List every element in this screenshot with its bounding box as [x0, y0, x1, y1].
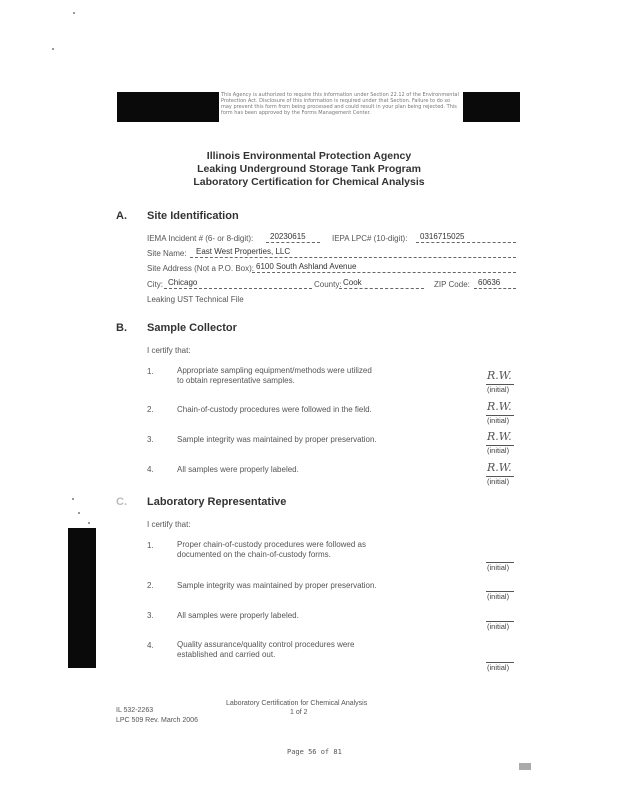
b-item-statement: All samples were properly labeled.: [177, 465, 299, 474]
c-item-statement-line: Proper chain-of-custody procedures were followed as: [177, 540, 366, 549]
scan-speck: [52, 48, 54, 50]
initial-signature: R.W.: [487, 369, 512, 382]
scan-speck: [73, 12, 75, 14]
site-name-label: Site Name:: [147, 249, 187, 258]
zip-field[interactable]: 60636: [478, 278, 501, 287]
b-item-number: 3.: [147, 435, 154, 444]
scan-speck: [88, 522, 90, 524]
city-field[interactable]: Chicago: [168, 278, 198, 287]
header-black-bar-right: [463, 92, 520, 122]
header-black-bar-left: [117, 92, 219, 122]
initial-label: (initial): [487, 385, 510, 394]
scan-speck: [78, 512, 80, 514]
c-item-statement-line: Quality assurance/quality control procedures were: [177, 640, 355, 649]
c-item-statement: Sample integrity was maintained by proper preservation.: [177, 581, 377, 590]
title-form: Laboratory Certification for Chemical Analysis: [193, 176, 425, 188]
section-a-letter: A.: [116, 210, 127, 222]
b-item-statement-line: Appropriate sampling equipment/methods were utilized: [177, 366, 372, 375]
initial-label: (initial): [487, 663, 510, 672]
b-item-statement: Sample integrity was maintained by proper preservation.: [177, 435, 377, 444]
b-item-statement: Chain-of-custody procedures were followed in the field.: [177, 405, 372, 414]
page-stamp: Page 56 of 81: [287, 748, 342, 756]
zip-label: ZIP Code:: [434, 280, 470, 289]
scan-speck: [72, 498, 74, 500]
title-program: Leaking Underground Storage Tank Program: [197, 163, 421, 175]
title-agency: Illinois Environmental Protection Agency: [206, 150, 412, 162]
address-label: Site Address (Not a P.O. Box):: [147, 264, 255, 273]
form-id: IL 532-2263: [116, 707, 154, 714]
footer-form-title: Laboratory Certification for Chemical Analysis: [226, 700, 368, 707]
c-item-number: 3.: [147, 611, 154, 620]
b-item-statement-line: to obtain representative samples.: [177, 376, 295, 385]
c-item-number: 2.: [147, 581, 154, 590]
c-item-statement-line: documented on the chain-of-custody forms.: [177, 550, 331, 559]
b-item-statement: [177, 366, 372, 386]
lpc-field[interactable]: 0316715025: [420, 232, 465, 241]
section-b-letter: B.: [116, 322, 127, 334]
address-underline: [252, 272, 516, 273]
county-label: County:: [314, 280, 342, 289]
incident-field[interactable]: 20230615: [270, 232, 306, 241]
initial-signature: R.W.: [487, 430, 512, 443]
c-item-statement-line: established and carried out.: [177, 650, 276, 659]
technical-file-label: Leaking UST Technical File: [147, 295, 244, 304]
section-b-title: Sample Collector: [147, 322, 237, 334]
section-c-letter: C.: [116, 496, 127, 508]
initial-label: (initial): [487, 416, 510, 425]
c-item-statement: [177, 540, 366, 560]
header-notice: This Agency is authorized to require this information under Section 22.12 of the Environmental Protection Act. Disclosure of this information is required under that Section. Failure to do so may prevent this form from being processed and could result in your plan being rejected. This form has been approved by the Forms Management Center.: [221, 92, 459, 116]
county-underline: [339, 288, 424, 289]
left-edge-black-bar: [68, 528, 96, 668]
initial-label: (initial): [487, 446, 510, 455]
corner-mark: [519, 763, 531, 770]
initial-label: (initial): [487, 592, 510, 601]
initial-signature: R.W.: [487, 400, 512, 413]
zip-underline: [474, 288, 516, 289]
b-item-number: 1.: [147, 367, 154, 376]
initial-label: (initial): [487, 622, 510, 631]
b-item-number: 4.: [147, 465, 154, 474]
lpc-label: IEPA LPC# (10-digit):: [332, 234, 408, 243]
b-item-number: 2.: [147, 405, 154, 414]
c-item-number: 4.: [147, 641, 154, 650]
site-name-underline: [190, 257, 516, 258]
incident-underline: [266, 242, 320, 243]
county-field[interactable]: Cook: [343, 278, 362, 287]
c-item-statement: [177, 640, 354, 660]
address-field[interactable]: 6100 South Ashland Avenue: [256, 262, 357, 271]
c-item-number: 1.: [147, 541, 154, 550]
lpc-underline: [416, 242, 516, 243]
city-underline: [164, 288, 312, 289]
city-label: City:: [147, 280, 163, 289]
initial-label: (initial): [487, 477, 510, 486]
footer-page-of: 1 of 2: [290, 709, 308, 716]
section-c-title: Laboratory Representative: [147, 496, 287, 508]
form-revision: LPC 509 Rev. March 2006: [116, 717, 198, 724]
section-b-certify: I certify that:: [147, 346, 191, 355]
initial-signature: R.W.: [487, 461, 512, 474]
incident-label: IEMA Incident # (6- or 8-digit):: [147, 234, 254, 243]
section-c-certify: I certify that:: [147, 520, 191, 529]
site-name-field[interactable]: East West Properties, LLC: [196, 247, 291, 256]
c-item-statement: All samples were properly labeled.: [177, 611, 299, 620]
initial-label: (initial): [487, 563, 510, 572]
section-a-title: Site Identification: [147, 210, 239, 222]
